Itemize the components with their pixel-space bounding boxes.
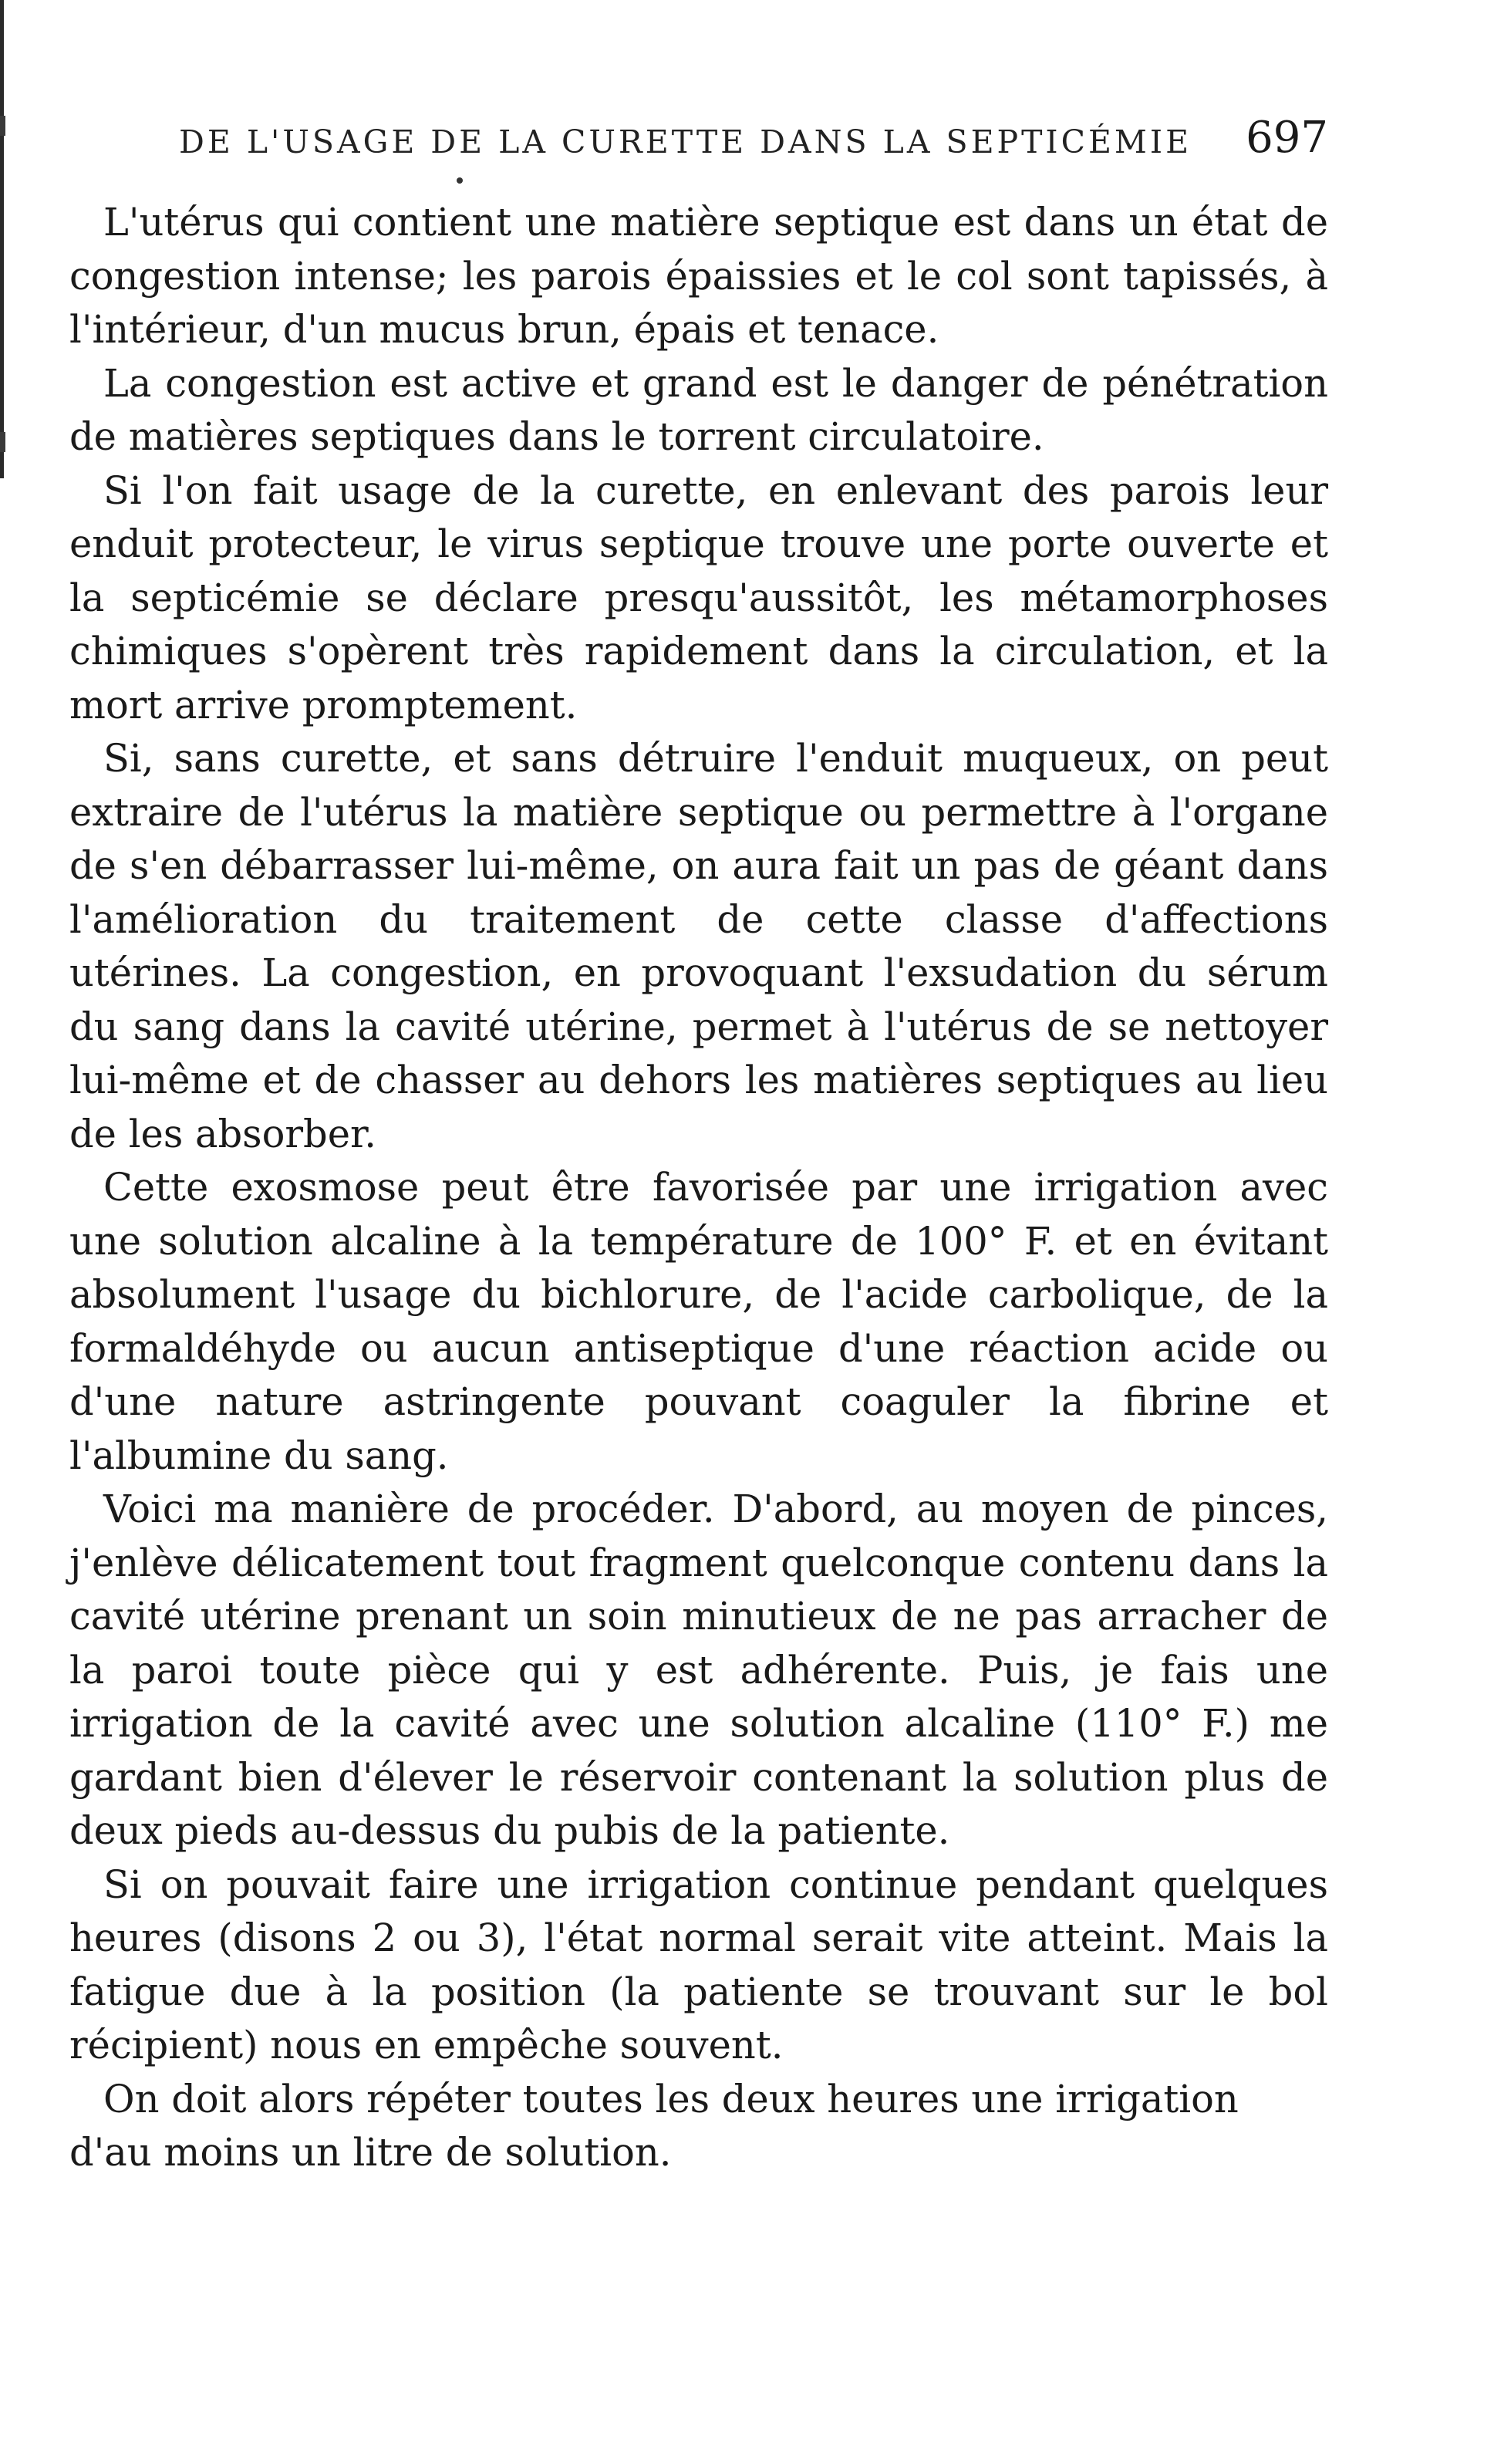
running-head: DE L'USAGE DE LA CURETTE DANS LA SEPTICÉMIE: [179, 123, 1192, 160]
paragraph: Si on pouvait faire une irrigation continue pendant quelques heures (disons 2 ou 3), l'état normal serait vite atteint. Mais la fatigue due à la position (la patiente se trouvant sur le bol récipient) nous en empêche souvent.: [69, 1862, 1328, 2067]
page-edge-mark: [0, 116, 5, 136]
paragraph: Si l'on fait usage de la curette, en enlevant des parois leur enduit protecteur, le virus septique trouve une porte ouverte et la septicémie se déclare presqu'aussitôt, les métamorphoses chimiques s'opèrent très rapidement dans la circulation, et la mort arrive promptement.: [69, 467, 1328, 727]
paragraph: Voici ma manière de procéder. D'abord, au moyen de pinces, j'enlève délicatement tout fragment quelconque contenu dans la cavité utérine prenant un soin minutieux de ne pas arracher de la paroi toute pièce qui y est adhérente. Puis, je fais une irrigation de la cavité avec une solution alcaline (110° F.) me gardant bien d'élever le réservoir contenant la solution plus de deux pieds au-dessus du pubis de la patiente.: [69, 1487, 1328, 1853]
page-header: [179, 110, 1328, 171]
paragraph: Cette exosmose peut être favorisée par une irrigation avec une solution alcaline à la température de 100° F. et en évitant absolument l'usage du bichlorure, de l'acide carbolique, de la formaldéhyde ou aucun antiseptique d'une réaction acide ou d'une nature astringente pouvant coaguler la fibrine et l'albumine du sang.: [69, 1165, 1328, 1478]
page-edge-line: [0, 0, 4, 478]
body-text: [69, 196, 1328, 2180]
ink-dot: [457, 177, 463, 184]
paragraph: On doit alors répéter toutes les deux heures une irrigation d'au moins un litre de solution.: [69, 2076, 1239, 2175]
paragraph: La congestion est active et grand est le danger de pénétration de matières septiques dans le torrent circulatoire.: [69, 360, 1328, 459]
page-edge-mark: [0, 432, 5, 452]
paragraph: L'utérus qui contient une matière septique est dans un état de congestion intense; les parois épaissies et le col sont tapissés, à l'intérieur, d'un mucus brun, épais et tenace.: [69, 200, 1328, 352]
paragraph: Si, sans curette, et sans détruire l'enduit muqueux, on peut extraire de l'utérus la matière septique ou permettre à l'organe de s'en débarrasser lui-même, on aura fait un pas de géant dans l'amélioration du traitement de cette classe d'affections utérines. La congestion, en provoquant l'exsudation du sérum du sang dans la cavité utérine, permet à l'utérus de se nettoyer lui-même et de chasser au dehors les matières septiques au lieu de les absorber.: [69, 736, 1328, 1156]
page-number: 697: [1246, 113, 1328, 163]
